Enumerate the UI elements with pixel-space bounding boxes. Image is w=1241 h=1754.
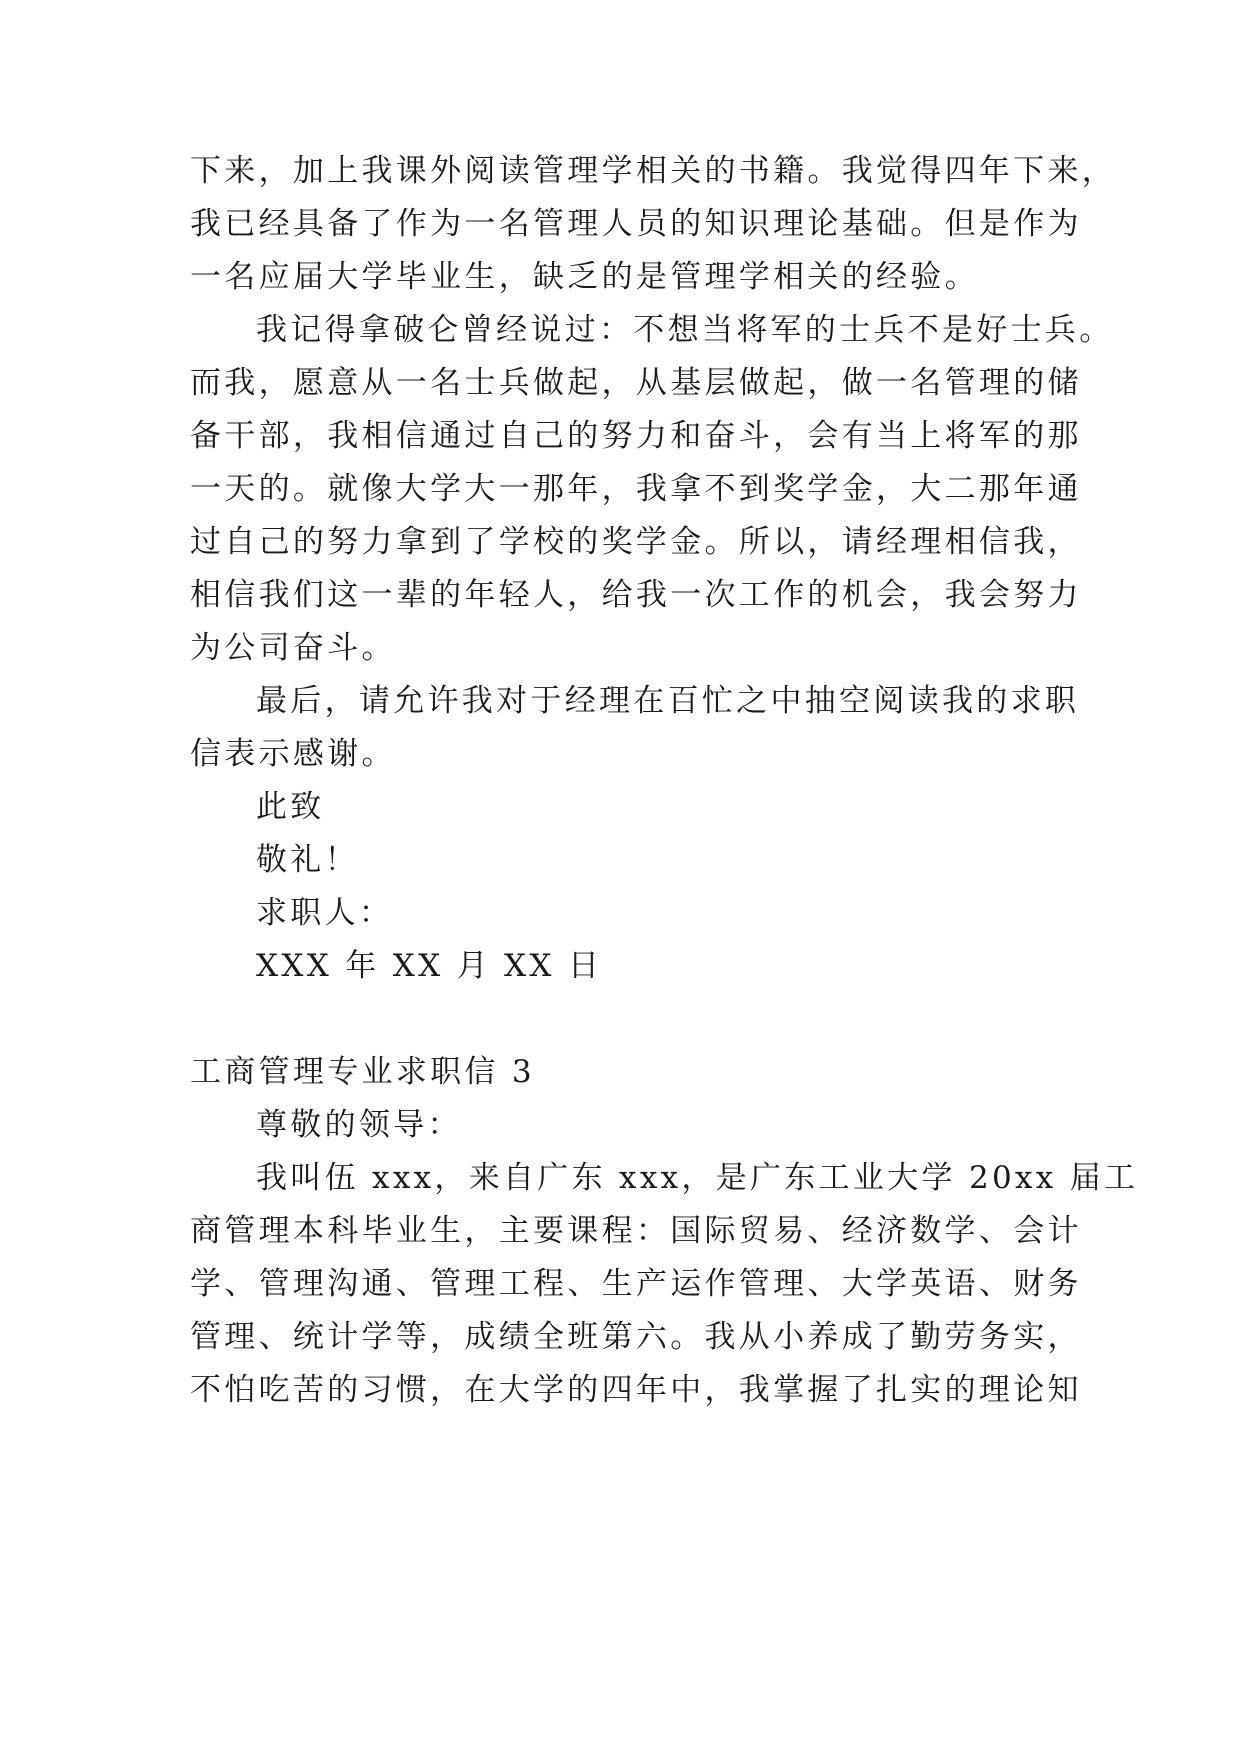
paragraph-line: 而我，愿意从一名士兵做起，从基层做起，做一名管理的储 <box>190 365 1082 401</box>
paragraph-line: 最后，请允许我对于经理在百忙之中抽空阅读我的求职 <box>256 683 1080 719</box>
paragraph-line: 我已经具备了作为一名管理人员的知识理论基础。但是作为 <box>190 206 1082 242</box>
signature-label: 求职人： <box>256 895 394 931</box>
paragraph-line: 信表示感谢。 <box>190 736 396 772</box>
paragraph-line: 学、管理沟通、管理工程、生产运作管理、大学英语、财务 <box>190 1266 1082 1302</box>
section-title: 工商管理专业求职信 3 <box>190 1054 535 1090</box>
paragraph-line: 我记得拿破仑曾经说过：不想当将军的士兵不是好士兵。 <box>256 312 1114 348</box>
paragraph-line: 商管理本科毕业生，主要课程：国际贸易、经济数学、会计 <box>190 1213 1082 1249</box>
greeting: 尊敬的领导： <box>256 1107 462 1143</box>
paragraph-line: 我叫伍 xxx，来自广东 xxx，是广东工业大学 20xx 届工 <box>256 1160 1139 1196</box>
paragraph-line: 管理、统计学等，成绩全班第六。我从小养成了勤劳务实， <box>190 1319 1082 1355</box>
closing-salutation: 此致 <box>256 789 325 825</box>
paragraph-line: 不怕吃苦的习惯，在大学的四年中，我掌握了扎实的理论知 <box>190 1372 1082 1408</box>
paragraph-line: 过自己的努力拿到了学校的奖学金。所以，请经理相信我， <box>190 524 1082 560</box>
closing-regards: 敬礼！ <box>256 842 359 878</box>
paragraph-line: 一天的。就像大学大一那年，我拿不到奖学金，大二那年通 <box>190 471 1082 507</box>
paragraph-line: 为公司奋斗。 <box>190 630 396 666</box>
date-line: XXX 年 XX 月 XX 日 <box>256 948 603 984</box>
paragraph-line: 相信我们这一辈的年轻人，给我一次工作的机会，我会努力 <box>190 577 1082 613</box>
paragraph-line: 下来，加上我课外阅读管理学相关的书籍。我觉得四年下来， <box>190 153 1117 189</box>
paragraph-line: 备干部，我相信通过自己的努力和奋斗，会有当上将军的那 <box>190 418 1082 454</box>
paragraph-line: 一名应届大学毕业生，缺乏的是管理学相关的经验。 <box>190 259 979 295</box>
